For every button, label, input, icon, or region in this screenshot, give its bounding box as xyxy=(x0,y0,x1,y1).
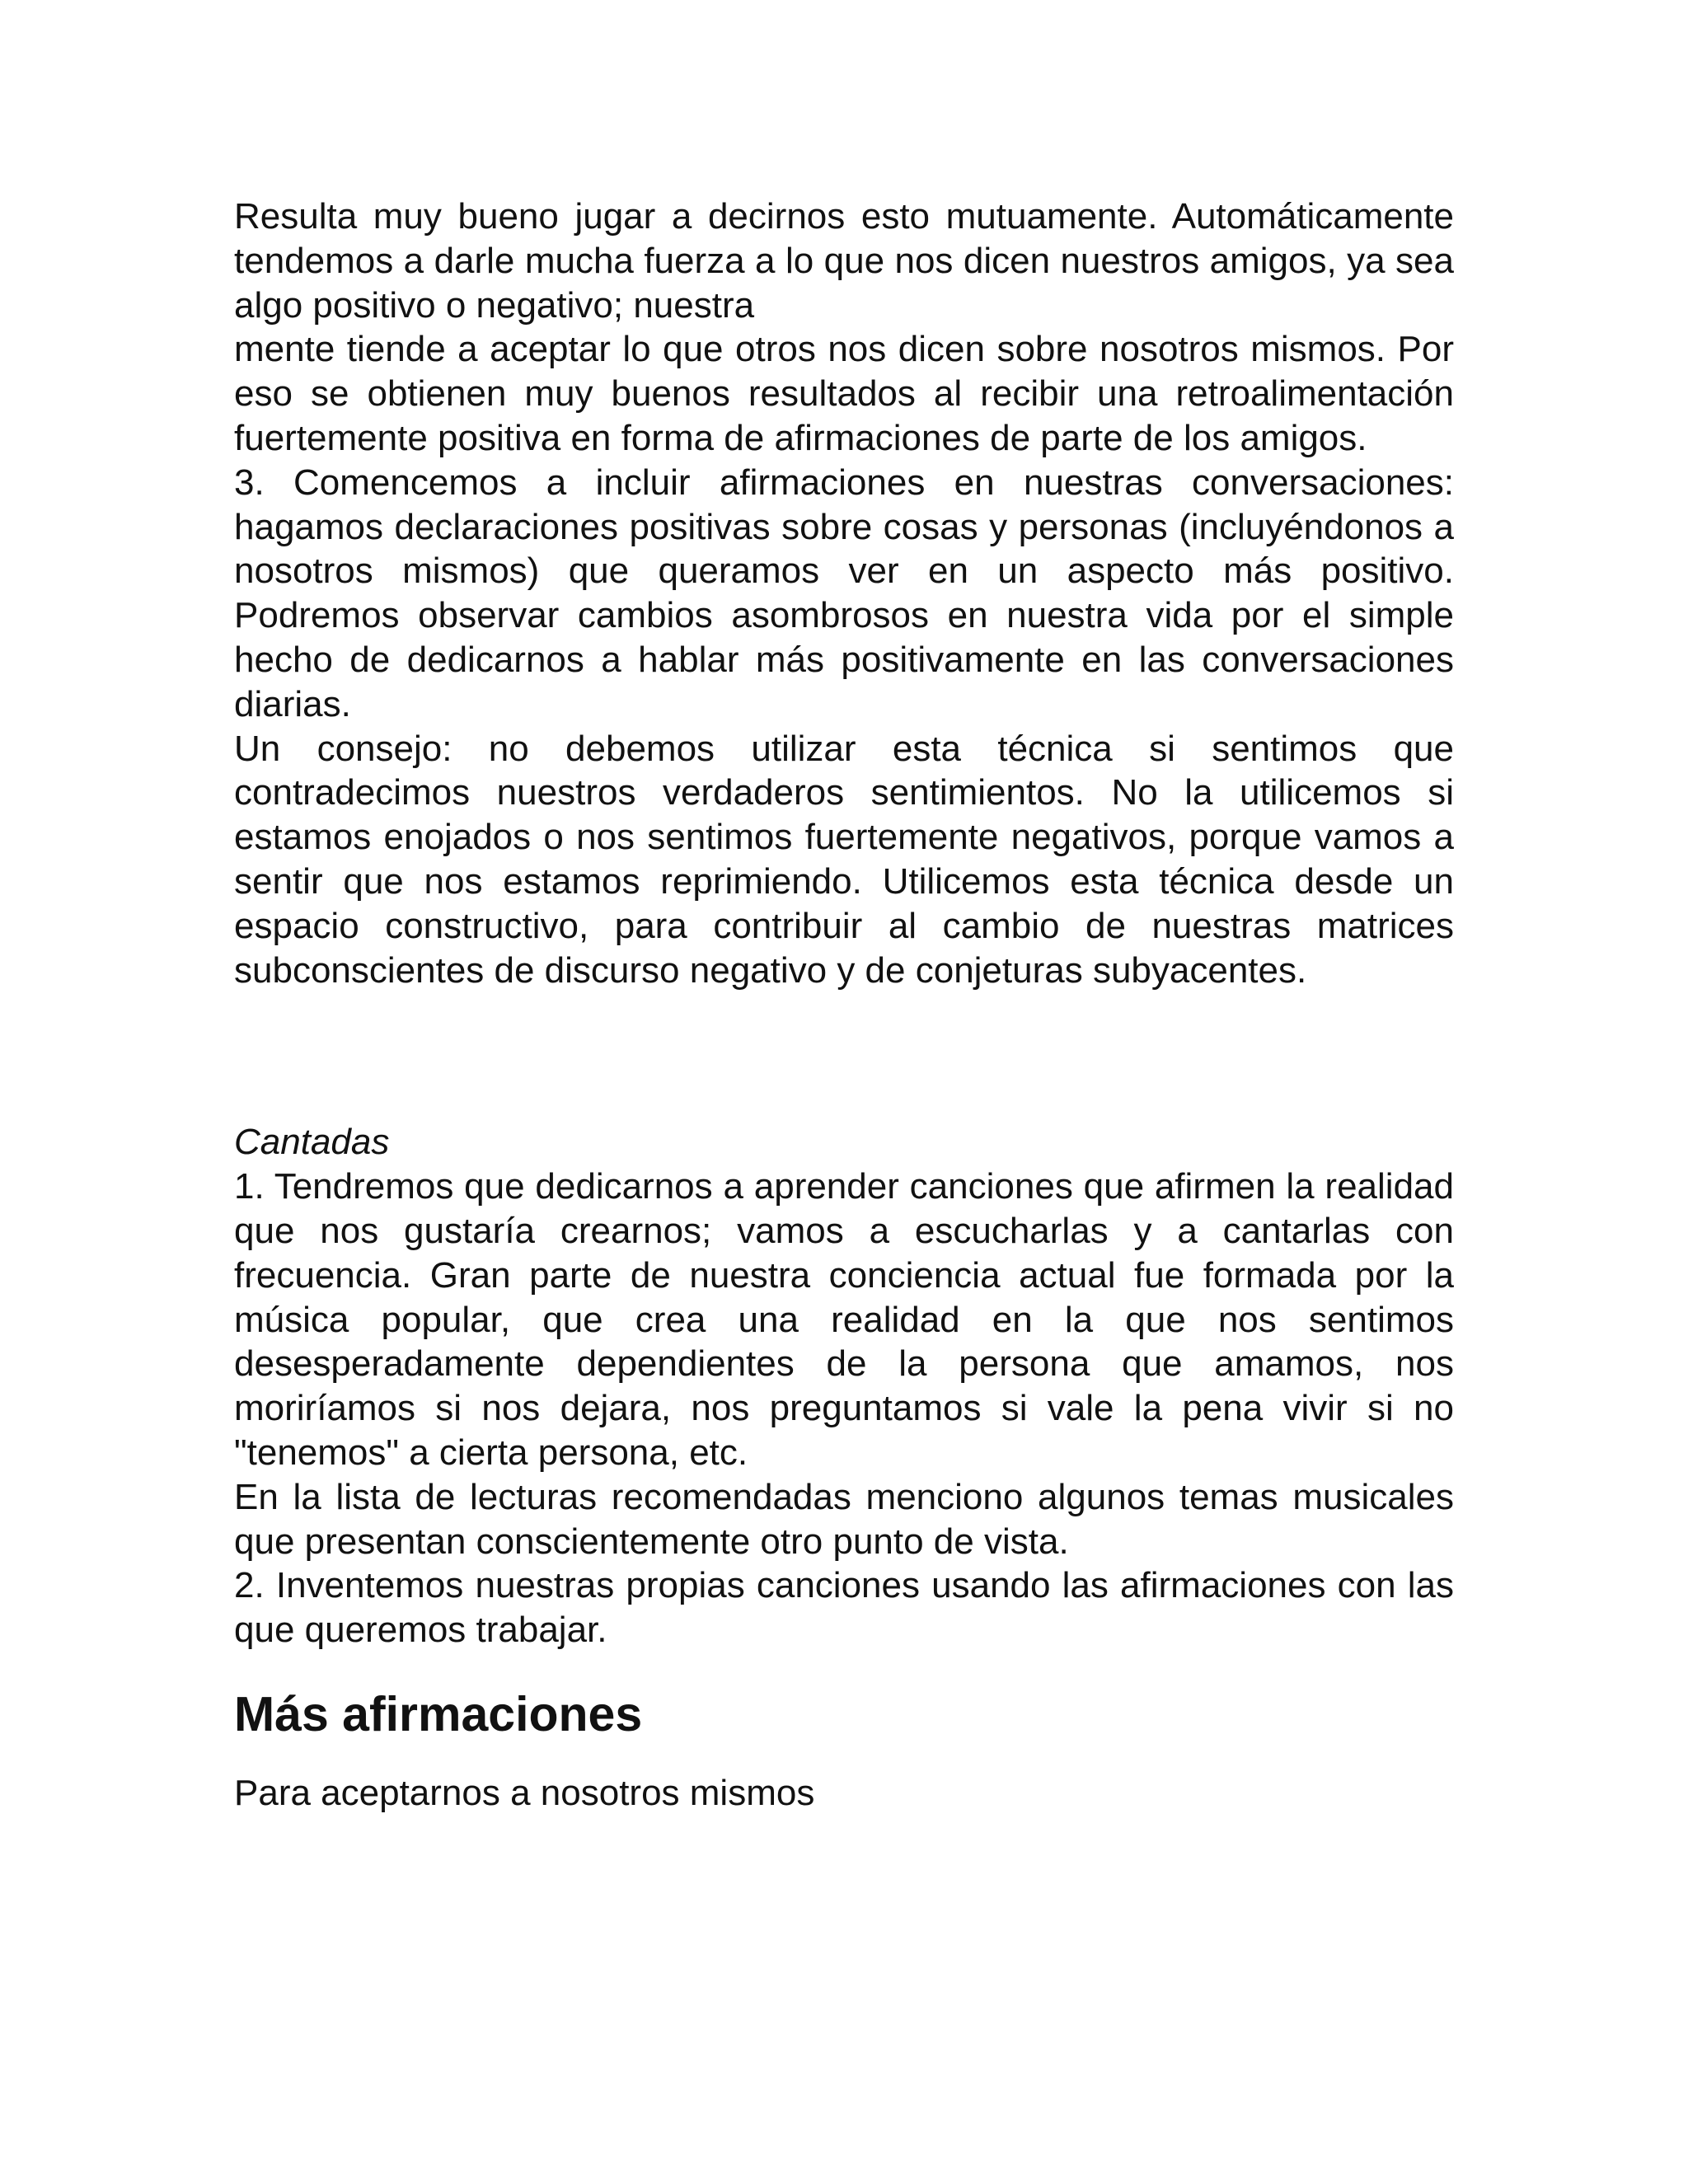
heading-spacer xyxy=(234,1652,1454,1685)
section-two xyxy=(234,1120,1454,1652)
paragraph: Resulta muy bueno jugar a decirnos esto mutuamente. Automáticamente tendemos a darle mucha fuerza a lo que nos dicen nuestros amigos, ya sea algo positivo o negativo; nuestra xyxy=(234,196,1454,326)
section-spacer xyxy=(234,992,1454,1120)
section-subtitle: Para aceptarnos a nosotros mismos xyxy=(234,1772,815,1813)
paragraph: 3. Comencemos a incluir afirmaciones en nuestras conversaciones: hagamos declaraciones positivas sobre cosas y personas (incluyéndonos a nosotros mismos) que queramos ver en un aspecto más positivo. Podremos observar cambios asombrosos en nuestra vida por el simple hecho de dedicarnos a hablar más positivamente en las conversaciones diarias. xyxy=(234,462,1454,724)
page-content xyxy=(234,194,1454,1816)
paragraph: 2. Inventemos nuestras propias canciones usando las afirmaciones con las que queremos trabajar. xyxy=(234,1565,1454,1651)
section-heading: Más afirmaciones xyxy=(234,1686,643,1741)
paragraph: En la lista de lecturas recomendadas menciono algunos temas musicales que presentan conscientemente otro punto de vista. xyxy=(234,1476,1454,1562)
section-subheading: Cantadas xyxy=(234,1122,390,1163)
paragraph: Un consejo: no debemos utilizar esta técnica si sentimos que contradecimos nuestros verdaderos sentimientos. No la utilicemos si estamos enojados o nos sentimos fuertemente negativos, porque vamos a sentir que nos estamos reprimiendo. Utilicemos esta técnica desde un espacio constructivo, para contribuir al cambio de nuestras matrices subconscientes de discurso negativo y de conjeturas subyacentes. xyxy=(234,728,1454,991)
section-three xyxy=(234,1685,1454,1816)
section-one xyxy=(234,194,1454,992)
heading-spacer xyxy=(234,1743,1454,1771)
paragraph: mente tiende a aceptar lo que otros nos dicen sobre nosotros mismos. Por eso se obtienen muy buenos resultados al recibir una retroalimentación fuertemente positiva en forma de afirmaciones de parte de los amigos. xyxy=(234,329,1454,458)
paragraph: 1. Tendremos que dedicarnos a aprender canciones que afirmen la realidad que nos gustaría crearnos; vamos a escucharlas y a cantarlas con frecuencia. Gran parte de nuestra conciencia actual fue formada por la música popular, que crea una realidad en la que nos sentimos desesperadamente dependientes de la persona que amamos, nos moriríamos si nos dejara, nos preguntamos si vale la pena vivir si no "tenemos" a cierta persona, etc. xyxy=(234,1166,1454,1473)
